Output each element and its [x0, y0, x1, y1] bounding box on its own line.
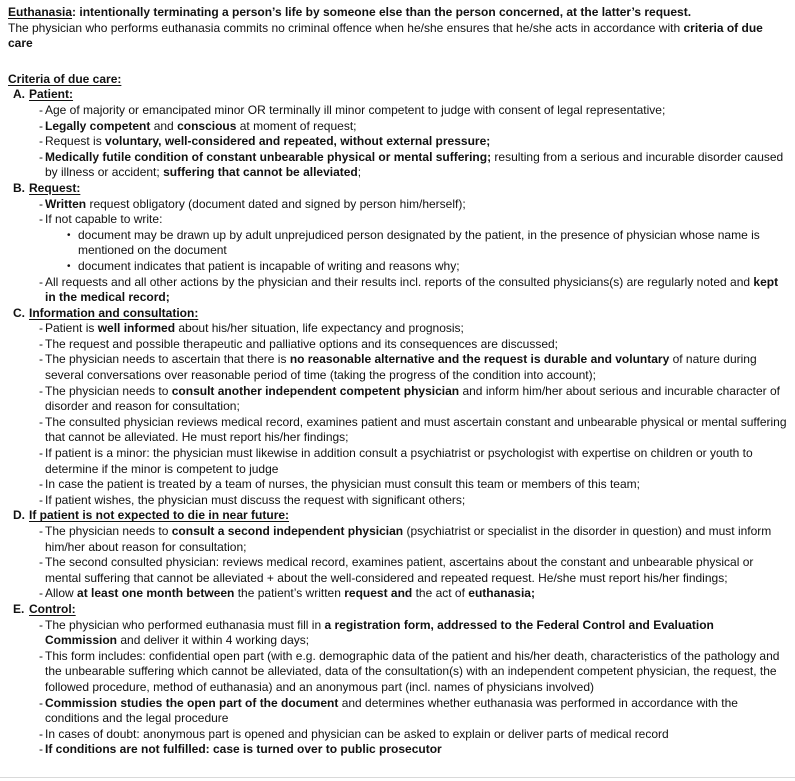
text-run: Written — [45, 196, 87, 211]
text-run: suffering that cannot be alleviated — [163, 165, 358, 180]
section-letter: C. — [13, 305, 25, 320]
legal-statement-paragraph — [8, 21, 787, 52]
dash-marker-icon: - — [39, 321, 43, 336]
text-run: criteria of due care — [8, 20, 763, 51]
text-run: request and — [344, 586, 413, 601]
criterion-item — [8, 134, 787, 150]
criterion-subitem — [8, 228, 787, 259]
bullet-marker-icon: • — [67, 229, 71, 241]
text-run: euthanasia; — [468, 586, 535, 601]
criterion-item — [8, 586, 787, 602]
section-e — [8, 602, 787, 758]
criterion-item — [8, 384, 787, 415]
text-run: resulting from a serious and incurable disorder caused by illness or accident; — [45, 149, 784, 180]
text-run: This form includes: confidential open part (with e.g. demographic data of the patient and his/her death, characteristics of the pathology and the unbearable suffering which cannot be alleviated, data of the consultation(s) with an independent competent physician, the request, the followed procedure, method of euthanasia) and an anonymous part (incl. names of physicians involved) — [45, 648, 780, 694]
dash-marker-icon: - — [39, 446, 43, 461]
text-run: Request is — [45, 134, 106, 149]
section-d — [8, 508, 787, 602]
text-run: In cases of doubt: anonymous part is opened and physician can be asked to explain or deliver parts of medical record — [45, 726, 669, 741]
text-run: Legally competent — [45, 118, 151, 133]
text-run: The physician who performed euthanasia must fill in — [45, 617, 325, 632]
section-heading — [8, 181, 787, 197]
text-run: well informed — [97, 321, 176, 336]
section-letter: A. — [13, 87, 25, 102]
text-run: (psychiatrist or specialist in the disorder in question) and must inform him/her about reason for consultation; — [45, 524, 772, 554]
criterion-item — [8, 352, 787, 383]
text-run: Euthanasia — [8, 5, 73, 19]
section-title: Control: — [29, 601, 76, 616]
section-letter: E. — [13, 601, 25, 616]
text-run: a registration form, addressed to the Federal Control and Evaluation Commission — [45, 617, 714, 648]
text-run: about his/her situation, life expectancy and prognosis; — [175, 321, 464, 336]
criterion-item — [8, 649, 787, 696]
text-run: and inform him/her about serious and incurable character of disorder and reason for consultation; — [45, 383, 780, 414]
dash-marker-icon: - — [39, 102, 43, 117]
text-run: document may be drawn up by adult unprejudiced person designated by the patient, in the presence of physician whose name is mentioned on the document — [78, 227, 760, 258]
dash-marker-icon: - — [39, 274, 43, 289]
text-run: of nature during several conversations over reasonable period of time (taking the progress of the condition into account); — [45, 352, 757, 383]
criterion-item — [8, 103, 787, 119]
criterion-item — [8, 555, 787, 586]
criterion-item — [8, 212, 787, 228]
text-run: If not capable to write: — [45, 212, 163, 227]
text-run: If patient wishes, the physician must discuss the request with significant others; — [45, 492, 466, 507]
dash-marker-icon: - — [39, 414, 43, 429]
criterion-item — [8, 742, 787, 758]
text-run: Medically futile condition of constant unbearable physical or mental suffering; — [45, 149, 492, 164]
dash-marker-icon: - — [39, 648, 43, 663]
text-run: The second consulted physician: reviews medical record, examines patient, ascertains about the constant and unbearable physical or mental suffering that cannot be alleviated + about the well-considered and repeated request. He/she must report his/her findings; — [45, 555, 754, 585]
criteria-sections — [8, 87, 787, 758]
text-run: ; — [357, 165, 362, 180]
criterion-item — [8, 524, 787, 555]
dash-marker-icon: - — [39, 555, 43, 570]
text-run: voluntary, well-considered and repeated, without external pressure; — [105, 134, 491, 149]
text-run: Patient is — [45, 321, 98, 336]
text-run: Commission studies the open part of the document — [45, 695, 339, 710]
text-run: kept in the medical record; — [45, 274, 779, 305]
definition-paragraph — [8, 5, 787, 21]
text-run: the patient’s written — [234, 586, 345, 601]
dash-marker-icon: - — [39, 352, 43, 367]
criterion-subitem — [8, 259, 787, 275]
section-heading — [8, 602, 787, 618]
dash-marker-icon: - — [39, 196, 43, 211]
text-run: conscious — [177, 118, 237, 133]
dash-marker-icon: - — [39, 477, 43, 492]
dash-marker-icon: - — [39, 118, 43, 133]
text-run: In case the patient is treated by a team of nurses, the physician must consult this team or members of this team; — [45, 477, 640, 492]
text-run: The physician needs to — [45, 383, 172, 398]
text-run: All requests and all other actions by the physician and their results incl. reports of the consulted physicians(s) are regularly noted and — [45, 274, 754, 289]
dash-marker-icon: - — [39, 617, 43, 632]
criterion-item — [8, 150, 787, 181]
dash-marker-icon: - — [39, 586, 43, 601]
section-title: Request: — [29, 180, 81, 195]
criterion-item — [8, 119, 787, 135]
criterion-item — [8, 415, 787, 446]
text-run: and deliver it within 4 working days; — [117, 633, 310, 648]
section-heading — [8, 87, 787, 103]
section-c — [8, 306, 787, 509]
text-run: no reasonable alternative and the request is durable and voluntary — [289, 352, 670, 367]
text-run: document indicates that patient is incapable of writing and reasons why; — [78, 258, 460, 273]
section-b — [8, 181, 787, 306]
section-heading — [8, 508, 787, 524]
text-run: request obligatory (document dated and signed by person him/herself); — [86, 196, 466, 211]
dash-marker-icon: - — [39, 492, 43, 507]
criterion-item — [8, 493, 787, 509]
section-letter: B. — [13, 180, 25, 195]
dash-marker-icon: - — [39, 383, 43, 398]
criterion-item — [8, 696, 787, 727]
text-run: The physician who performs euthanasia commits no criminal offence when he/she ensures that he/she acts in accordance with — [8, 20, 684, 35]
section-title: Information and consultation: — [29, 305, 199, 320]
text-run: If conditions are not fulfilled: case is turned over to public prosecutor — [45, 742, 442, 757]
section-a — [8, 87, 787, 181]
dash-marker-icon: - — [39, 695, 43, 710]
text-run: If patient is a minor: the physician must likewise in addition consult a psychiatrist or psychologist with expertise on children or youth to determine if the minor is competent to judge — [45, 446, 753, 476]
criterion-item — [8, 446, 787, 477]
text-run: The request and possible therapeutic and palliative options and its consequences are discussed; — [45, 336, 558, 351]
bullet-marker-icon: • — [67, 260, 71, 272]
text-run: at moment of request; — [236, 118, 357, 133]
criterion-item — [8, 321, 787, 337]
dash-marker-icon: - — [39, 134, 43, 149]
text-run: consult a second independent physician — [171, 524, 404, 538]
text-run: and determines whether euthanasia was performed in accordance with the conditions and the legal procedure — [45, 695, 738, 726]
criterion-item — [8, 727, 787, 743]
dash-marker-icon: - — [39, 149, 43, 164]
text-run: and — [150, 118, 178, 133]
criterion-item — [8, 337, 787, 353]
dash-marker-icon: - — [39, 524, 43, 538]
text-run: Age of majority or emancipated minor OR terminally ill minor competent to judge with consent of legal representative; — [45, 102, 666, 117]
section-title: If patient is not expected to die in near future: — [29, 508, 290, 523]
page-bottom-divider — [0, 777, 795, 778]
text-run: Criteria of due care: — [8, 71, 122, 86]
criterion-item — [8, 197, 787, 213]
criterion-item — [8, 477, 787, 493]
dash-marker-icon: - — [39, 742, 43, 757]
text-run: Allow — [45, 586, 78, 601]
criterion-item — [8, 275, 787, 306]
text-run: The physician needs to — [45, 524, 172, 538]
dash-marker-icon: - — [39, 726, 43, 741]
text-run: The physician needs to ascertain that there is — [45, 352, 290, 367]
text-run: the act of — [412, 586, 469, 601]
dash-marker-icon: - — [39, 336, 43, 351]
criterion-item — [8, 618, 787, 649]
section-letter: D. — [13, 508, 25, 523]
text-run: consult another independent competent physician — [171, 383, 460, 398]
criteria-heading — [8, 72, 787, 88]
text-run: at least one month between — [77, 586, 235, 601]
dash-marker-icon: - — [39, 212, 43, 227]
section-heading — [8, 306, 787, 322]
text-run: The consulted physician reviews medical record, examines patient and must ascertain constant and unbearable physical or mental suffering that cannot be alleviated. He must report his/her findings; — [45, 414, 787, 445]
text-run: : intentionally terminating a person’s life by someone else than the person concerned, at the latter’s request. — [72, 5, 692, 19]
section-title: Patient: — [29, 87, 74, 102]
